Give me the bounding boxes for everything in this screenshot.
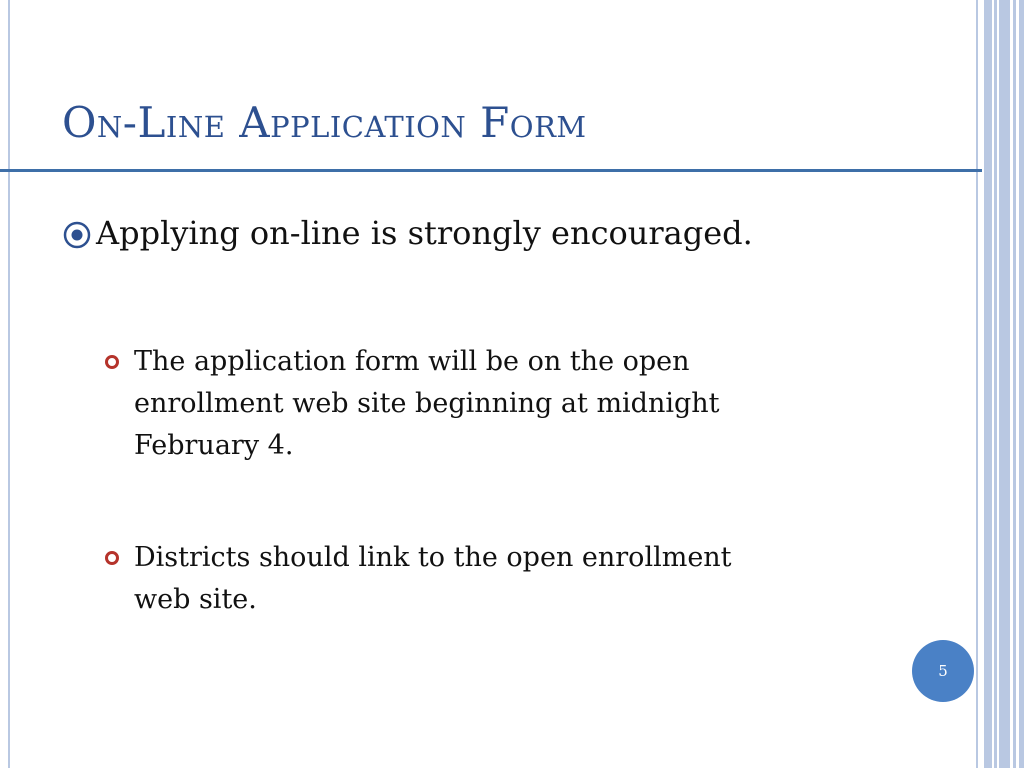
bullet-level2 xyxy=(104,537,864,621)
right-stripe xyxy=(1013,0,1016,768)
right-stripe xyxy=(994,0,997,768)
page-number: 5 xyxy=(938,662,948,680)
right-stripe xyxy=(999,0,1010,768)
page-number-badge xyxy=(912,640,974,702)
bullet-level2-text: Districts should link to the open enrollment web site. xyxy=(134,542,732,615)
bullet-level2 xyxy=(104,341,864,467)
slide-title: On-Line Application Form xyxy=(62,98,587,147)
circled-dot-icon xyxy=(62,220,92,250)
title-underline xyxy=(0,169,982,172)
right-stripe xyxy=(984,0,992,768)
ring-bullet-icon xyxy=(104,354,120,370)
ring-bullet-icon xyxy=(104,550,120,566)
bullet-level1 xyxy=(62,214,753,252)
bullet-level1-text: Applying on-line is strongly encouraged. xyxy=(96,214,753,252)
left-frame-line xyxy=(8,0,10,768)
right-stripe xyxy=(976,0,978,768)
right-stripe xyxy=(1019,0,1024,768)
bullet-level2-text: The application form will be on the open enrollment web site beginning at midnight February 4. xyxy=(134,346,720,461)
